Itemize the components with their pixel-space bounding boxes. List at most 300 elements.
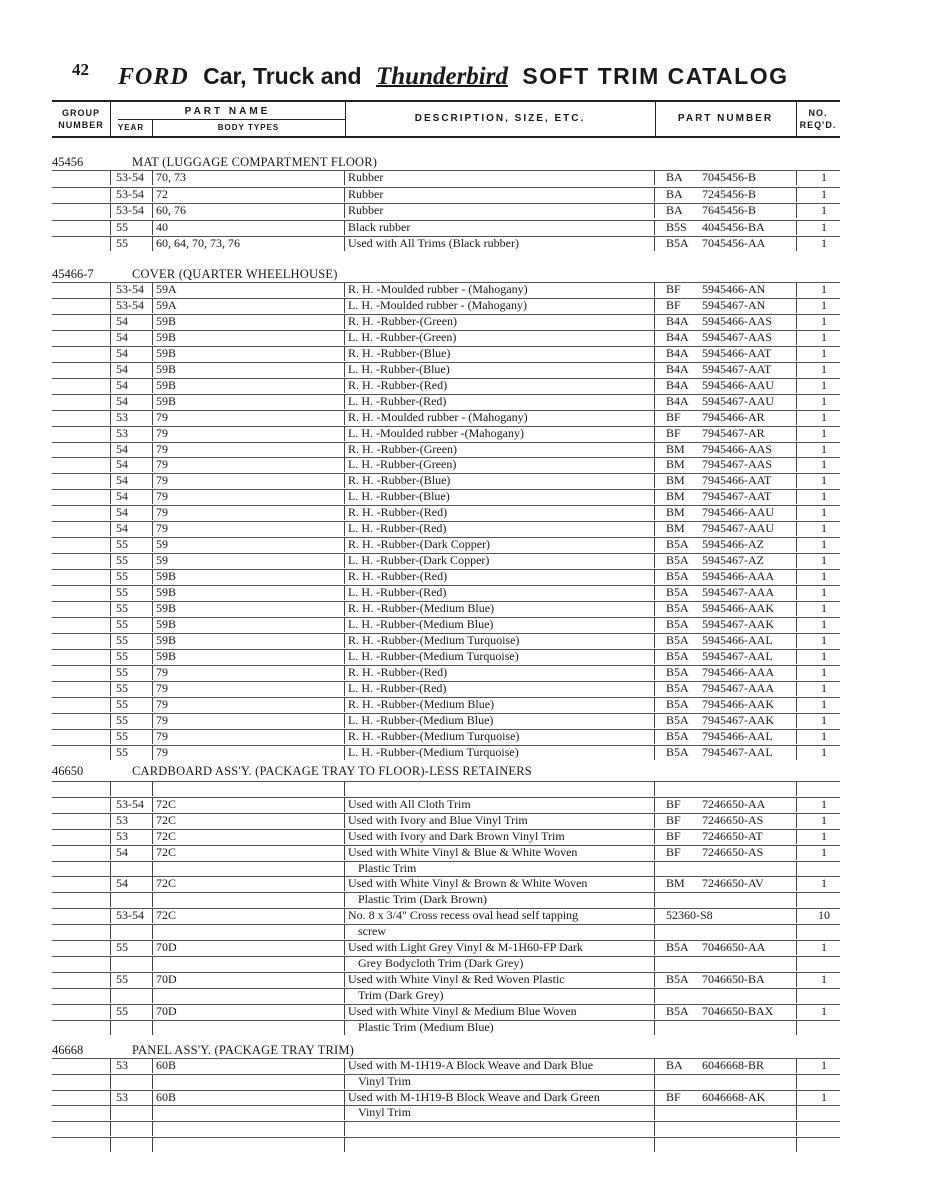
divider — [152, 426, 153, 441]
divider — [152, 220, 153, 235]
year-cell: 53 — [116, 409, 128, 424]
divider — [344, 346, 345, 361]
divider — [152, 813, 153, 828]
year-cell: 54 — [116, 876, 128, 891]
divider — [796, 1121, 797, 1136]
year-cell: 53 — [116, 425, 128, 440]
ford-logo-text: FORD — [118, 64, 189, 90]
part-number-cell: 7245456-B — [702, 186, 756, 201]
table-row — [52, 537, 840, 552]
quantity-cell: 1 — [821, 1058, 827, 1072]
table-row — [52, 441, 840, 456]
part-prefix-cell: BF — [666, 297, 681, 312]
divider — [344, 1058, 345, 1073]
body-type-cell: 59B — [156, 345, 177, 360]
table-row — [52, 186, 840, 201]
part-number-cell: 5945467-AAA — [702, 585, 774, 600]
quantity-cell: 1 — [821, 585, 827, 600]
divider — [344, 378, 345, 393]
description-cell: Used with Light Grey Vinyl & M-1H60-FP Dark — [348, 940, 583, 954]
body-type-cell: 79 — [156, 457, 168, 472]
quantity-cell: 1 — [821, 601, 827, 615]
group-number: 45456 — [52, 155, 84, 169]
table-row — [52, 505, 840, 520]
table-row — [52, 632, 840, 647]
description-cell: Used with White Vinyl & Brown & White Woven — [348, 876, 588, 891]
part-number-cell: 5945466-AN — [702, 282, 766, 296]
divider — [152, 617, 153, 632]
quantity-cell: 1 — [821, 521, 827, 536]
part-number-cell: 7246650-AV — [702, 876, 764, 891]
divider — [796, 797, 797, 812]
table-row — [52, 696, 840, 711]
table-row — [52, 457, 840, 472]
part-number-cell: 5945466-AZ — [702, 537, 764, 552]
body-type-cell: 59B — [156, 585, 177, 600]
part-prefix-cell: B5A — [666, 632, 689, 647]
part-prefix-cell: BA — [666, 170, 683, 184]
description-cell: R. H. -Rubber-(Dark Copper) — [348, 537, 491, 552]
part-number-cell: 7046650-AA — [702, 940, 766, 954]
table-row — [52, 744, 840, 759]
body-type-cell: 59A — [156, 297, 177, 312]
thunderbird-logo-text: Thunderbird — [375, 63, 508, 90]
divider — [152, 924, 153, 939]
divider — [152, 892, 153, 907]
divider — [344, 745, 345, 760]
body-type-cell: 72C — [156, 812, 177, 827]
col-no-reqd-line1: NO. — [808, 108, 828, 118]
description-cell: Used with All Trims (Black rubber) — [348, 236, 519, 250]
divider — [796, 940, 797, 955]
table-row — [52, 781, 840, 782]
body-type-cell: 79 — [156, 680, 168, 695]
table-row — [52, 664, 840, 679]
divider — [796, 314, 797, 329]
divider — [344, 553, 345, 568]
quantity-cell: 1 — [821, 473, 827, 488]
body-type-cell: 60, 64, 70, 73, 76 — [156, 236, 240, 250]
divider — [796, 346, 797, 361]
quantity-cell: 1 — [821, 282, 827, 296]
part-number-cell: 7945467-AAU — [702, 521, 774, 536]
divider — [796, 1004, 797, 1019]
body-type-cell: 72C — [156, 844, 177, 859]
divider — [344, 585, 345, 600]
part-number-cell: 5945466-AAL — [702, 632, 773, 647]
body-type-cell: 70D — [156, 971, 177, 986]
divider — [344, 1090, 345, 1105]
quantity-cell: 1 — [821, 553, 827, 568]
divider — [152, 1004, 153, 1019]
description-cell: L. H. -Moulded rubber - (Mahogany) — [348, 297, 527, 312]
table-row — [52, 473, 840, 488]
continuation-row — [52, 955, 840, 970]
part-number-cell: 6046668-BR — [702, 1058, 765, 1072]
part-number-cell: 7945466-AAA — [702, 664, 774, 679]
table-row — [52, 680, 840, 695]
quantity-cell: 1 — [821, 569, 827, 584]
divider — [344, 924, 345, 939]
table-row — [52, 971, 840, 986]
divider — [152, 170, 153, 185]
body-type-cell: 60, 76 — [156, 203, 186, 217]
description-cell: L. H. -Rubber-(Medium Turquoise) — [348, 744, 519, 759]
description-cell: R. H. -Rubber-(Medium Blue) — [348, 696, 495, 711]
divider — [152, 940, 153, 955]
divider — [344, 697, 345, 712]
divider — [344, 362, 345, 377]
description-cell: R. H. -Rubber-(Medium Turquoise) — [348, 632, 520, 647]
divider — [796, 489, 797, 504]
year-cell: 53-54 — [116, 282, 144, 296]
divider — [796, 681, 797, 696]
part-prefix-cell: B5A — [666, 696, 689, 711]
quantity-cell: 1 — [821, 297, 827, 312]
divider — [344, 298, 345, 313]
divider — [344, 442, 345, 457]
body-type-cell: 59B — [156, 601, 177, 615]
year-cell: 54 — [116, 313, 128, 328]
group-number: 46668 — [52, 1043, 84, 1057]
part-number-cell: 7046650-BA — [702, 971, 765, 986]
divider — [344, 681, 345, 696]
divider — [152, 829, 153, 844]
divider — [152, 861, 153, 876]
quantity-cell: 1 — [821, 409, 827, 424]
part-prefix-cell: B5S — [666, 219, 687, 234]
divider — [796, 203, 797, 218]
quantity-cell: 1 — [821, 441, 827, 456]
part-number-cell: 7045456-AA — [702, 236, 766, 250]
year-cell: 55 — [116, 712, 128, 727]
quantity-cell: 1 — [821, 505, 827, 520]
divider — [152, 1020, 153, 1035]
divider — [152, 346, 153, 361]
divider — [152, 1090, 153, 1105]
table-row — [52, 282, 840, 296]
quantity-cell: 1 — [821, 828, 827, 843]
divider — [152, 633, 153, 648]
part-prefix-cell: BF — [666, 828, 681, 843]
year-cell: 54 — [116, 441, 128, 456]
divider — [344, 617, 345, 632]
table-row — [52, 393, 840, 408]
table-row — [52, 219, 840, 234]
part-prefix-cell: BM — [666, 505, 685, 520]
divider — [152, 908, 153, 923]
quantity-cell: 1 — [821, 377, 827, 392]
divider — [796, 1090, 797, 1105]
table-row — [52, 876, 840, 891]
part-number-cell: 5945467-AAL — [702, 648, 773, 663]
body-type-cell: 79 — [156, 696, 168, 711]
part-prefix-cell: BA — [666, 203, 683, 217]
table-row — [52, 844, 840, 859]
continuation-row — [52, 1105, 840, 1120]
divider — [796, 394, 797, 409]
body-type-cell: 40 — [156, 219, 168, 234]
part-number-cell: 6046668-AK — [702, 1089, 766, 1104]
table-row — [52, 236, 840, 250]
year-cell: 53 — [116, 828, 128, 843]
quantity-cell: 1 — [821, 345, 827, 360]
table-row — [52, 585, 840, 600]
description-cell: screw — [358, 924, 386, 939]
divider — [344, 861, 345, 876]
quantity-cell: 1 — [821, 632, 827, 647]
divider — [344, 649, 345, 664]
divider — [796, 601, 797, 616]
description-cell: L. H. -Rubber-(Red) — [348, 585, 447, 600]
divider — [344, 1105, 345, 1120]
col-part-number: PART NUMBER — [677, 113, 774, 124]
description-cell: R. H. -Rubber-(Blue) — [348, 473, 451, 488]
quantity-cell: 1 — [821, 1089, 827, 1104]
col-body-types: BODY TYPES — [217, 123, 280, 132]
description-cell: Used with Ivory and Dark Brown Vinyl Trim — [348, 828, 565, 843]
divider — [152, 972, 153, 987]
divider — [344, 1020, 345, 1035]
divider — [152, 713, 153, 728]
part-prefix-cell: BM — [666, 473, 685, 488]
col-description: DESCRIPTION, SIZE, ETC. — [414, 113, 586, 124]
part-prefix-cell: B4A — [666, 313, 689, 328]
divider — [152, 410, 153, 425]
description-cell: Trim (Dark Grey) — [358, 987, 444, 1002]
description-cell: Rubber — [348, 186, 384, 201]
quantity-cell: 1 — [821, 876, 827, 891]
body-type-cell: 72C — [156, 876, 177, 891]
divider — [796, 378, 797, 393]
table-row — [52, 521, 840, 536]
description-cell: R. H. -Rubber-(Red) — [348, 569, 448, 584]
year-cell: 55 — [116, 664, 128, 679]
part-number-cell: 5945467-AAT — [702, 361, 772, 376]
year-cell: 54 — [116, 361, 128, 376]
body-type-cell: 70D — [156, 1003, 177, 1018]
table-row — [52, 569, 840, 584]
quantity-cell: 1 — [821, 203, 827, 217]
part-number-cell: 7246650-AA — [702, 796, 766, 811]
divider — [344, 729, 345, 744]
page-title — [118, 63, 796, 91]
part-number-cell: 7246650-AS — [702, 812, 764, 827]
divider — [796, 972, 797, 987]
table-row — [52, 1137, 840, 1138]
description-cell: L. H. -Rubber-(Medium Turquoise) — [348, 648, 519, 663]
divider — [152, 876, 153, 891]
divider — [152, 1074, 153, 1089]
part-number-cell: 7246650-AT — [702, 828, 763, 843]
divider — [344, 473, 345, 488]
description-cell: R. H. -Rubber-(Blue) — [348, 345, 451, 360]
part-prefix-cell: B4A — [666, 329, 689, 344]
description-cell: Vinyl Trim — [358, 1073, 411, 1088]
year-cell: 55 — [116, 728, 128, 743]
divider — [796, 813, 797, 828]
year-cell: 54 — [116, 377, 128, 392]
section-title: MAT (LUGGAGE COMPARTMENT FLOOR) — [132, 155, 378, 169]
description-cell: R. H. -Rubber-(Medium Turquoise) — [348, 728, 520, 743]
divider — [796, 745, 797, 760]
part-prefix-cell: B5A — [666, 585, 689, 600]
divider — [796, 892, 797, 907]
year-cell: 54 — [116, 489, 128, 504]
part-number-cell: 7945467-AAS — [702, 457, 773, 472]
divider — [796, 282, 797, 297]
description-cell: L. H. -Rubber-(Medium Blue) — [348, 712, 494, 727]
year-cell: 54 — [116, 329, 128, 344]
description-cell: Plastic Trim (Medium Blue) — [358, 1019, 494, 1034]
divider — [152, 282, 153, 297]
table-row — [52, 329, 840, 344]
body-type-cell: 59 — [156, 537, 168, 552]
description-cell: Rubber — [348, 170, 384, 184]
part-prefix-cell: BF — [666, 1089, 681, 1104]
year-cell: 55 — [116, 680, 128, 695]
year-cell: 55 — [116, 569, 128, 584]
part-number-cell: 7945467-AR — [702, 425, 765, 440]
divider — [344, 845, 345, 860]
part-prefix-cell: BA — [666, 1058, 683, 1072]
divider — [152, 697, 153, 712]
year-cell: 55 — [116, 236, 128, 250]
description-cell: L. H. -Rubber-(Green) — [348, 457, 457, 472]
body-type-cell: 79 — [156, 712, 168, 727]
body-type-cell: 79 — [156, 441, 168, 456]
part-number-cell: 7945466-AR — [702, 409, 765, 424]
part-prefix-cell: BF — [666, 282, 681, 296]
body-type-cell: 79 — [156, 505, 168, 520]
part-prefix-cell: B5A — [666, 569, 689, 584]
quantity-cell: 1 — [821, 457, 827, 472]
divider — [344, 813, 345, 828]
table-row — [52, 828, 840, 843]
quantity-cell: 1 — [821, 313, 827, 328]
title-soft-trim: SOFT TRIM CATALOG — [522, 63, 789, 89]
divider — [152, 489, 153, 504]
divider — [344, 908, 345, 923]
divider — [152, 601, 153, 616]
col-no-reqd-line2: REQ'D. — [799, 120, 837, 130]
body-type-cell: 72C — [156, 828, 177, 843]
description-cell: L. H. -Moulded rubber -(Mahogany) — [348, 425, 524, 440]
year-cell: 55 — [116, 616, 128, 631]
description-cell: L. H. -Rubber-(Green) — [348, 329, 457, 344]
divider — [344, 940, 345, 955]
part-prefix-cell: B5A — [666, 616, 689, 631]
quantity-cell: 1 — [821, 170, 827, 184]
part-prefix-cell: B5A — [666, 537, 689, 552]
divider — [152, 187, 153, 202]
table-row — [52, 616, 840, 631]
body-type-cell: 60B — [156, 1058, 177, 1072]
body-type-cell: 79 — [156, 664, 168, 679]
part-number-cell: 5945466-AAA — [702, 569, 774, 584]
divider — [796, 442, 797, 457]
part-number-cell: 5945466-AAS — [702, 313, 773, 328]
year-cell: 55 — [116, 585, 128, 600]
col-part-name: PART NAME — [184, 106, 271, 117]
part-prefix-cell: 52360-S8 — [666, 908, 713, 923]
divider — [152, 236, 153, 251]
part-number-cell: 7046650-BAX — [702, 1003, 774, 1018]
year-cell: 55 — [116, 744, 128, 759]
quantity-cell: 1 — [821, 812, 827, 827]
table-row — [52, 1089, 840, 1104]
year-cell: 53 — [116, 812, 128, 827]
quantity-cell: 1 — [821, 971, 827, 986]
table-row — [52, 489, 840, 504]
divider — [152, 665, 153, 680]
body-type-cell: 70D — [156, 940, 177, 954]
divider — [796, 908, 797, 923]
col-group-number-line1: GROUP — [61, 108, 100, 118]
part-number-cell: 7945467-AAK — [702, 712, 774, 727]
body-type-cell: 79 — [156, 409, 168, 424]
divider — [344, 220, 345, 235]
quantity-cell: 1 — [821, 361, 827, 376]
part-prefix-cell: B4A — [666, 345, 689, 360]
quantity-cell: 1 — [821, 940, 827, 954]
description-cell: R. H. -Rubber-(Red) — [348, 664, 448, 679]
part-prefix-cell: B5A — [666, 601, 689, 615]
divider — [796, 924, 797, 939]
part-number-cell: 7945466-AAS — [702, 441, 773, 456]
year-cell: 53-54 — [116, 297, 144, 312]
divider — [344, 330, 345, 345]
quantity-cell: 1 — [821, 648, 827, 663]
description-cell: R. H. -Rubber-(Green) — [348, 441, 458, 456]
divider — [796, 845, 797, 860]
description-cell: Plastic Trim — [358, 860, 417, 875]
table-row — [52, 728, 840, 743]
divider — [344, 569, 345, 584]
year-cell: 53 — [116, 1089, 128, 1104]
divider — [152, 394, 153, 409]
description-cell: Used with Ivory and Blue Vinyl Trim — [348, 812, 528, 827]
table-row — [52, 425, 840, 440]
divider — [344, 394, 345, 409]
divider — [344, 457, 345, 472]
body-type-cell: 79 — [156, 728, 168, 743]
quantity-cell: 1 — [821, 696, 827, 711]
year-cell: 55 — [116, 1003, 128, 1018]
divider — [796, 1137, 797, 1152]
divider — [152, 1105, 153, 1120]
divider — [152, 569, 153, 584]
divider — [344, 781, 345, 796]
description-cell: Used with White Vinyl & Red Woven Plastic — [348, 971, 565, 986]
divider — [344, 829, 345, 844]
description-cell: Grey Bodycloth Trim (Dark Grey) — [358, 955, 524, 970]
quantity-cell: 1 — [821, 425, 827, 440]
table-row — [52, 377, 840, 392]
divider — [344, 892, 345, 907]
part-number-cell: 4045456-BA — [702, 219, 765, 234]
table-row — [52, 908, 840, 923]
part-number-cell: 7945466-AAT — [702, 473, 772, 488]
body-type-cell: 59B — [156, 393, 177, 408]
quantity-cell: 1 — [821, 844, 827, 859]
divider — [152, 314, 153, 329]
quantity-cell: 1 — [821, 186, 827, 201]
description-cell: R. H. -Rubber-(Medium Blue) — [348, 601, 495, 615]
year-cell: 54 — [116, 505, 128, 520]
divider — [152, 745, 153, 760]
divider — [796, 665, 797, 680]
